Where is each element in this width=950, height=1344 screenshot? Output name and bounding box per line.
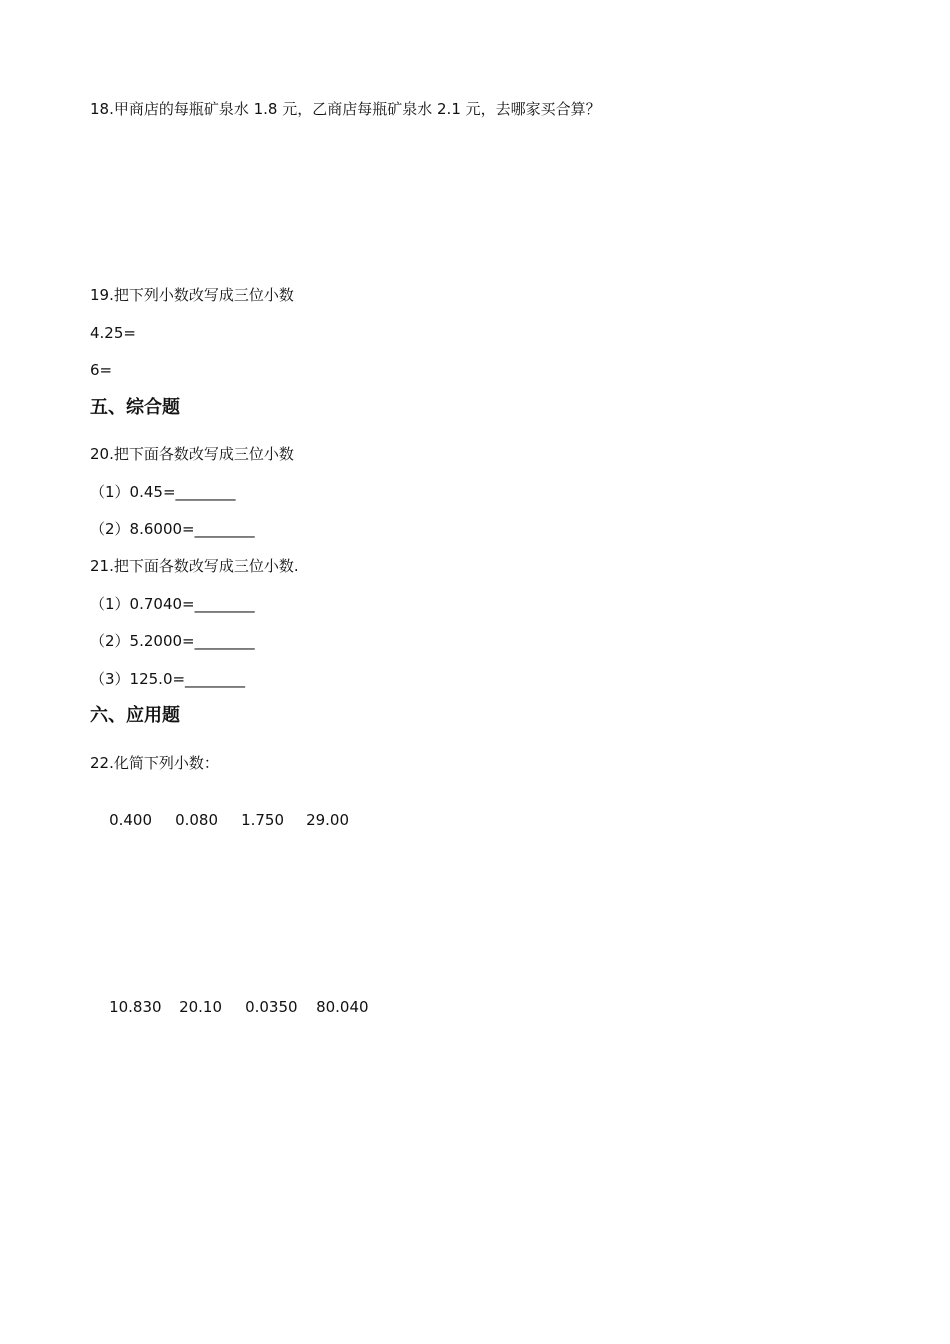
decimal-value: 0.0350 <box>245 998 298 1016</box>
question-21-item-1: （1）0.7040=________ <box>90 595 255 613</box>
question-18-text: 18.甲商店的每瓶矿泉水 1.8 元，乙商店每瓶矿泉水 2.1 元，去哪家买合算？ <box>90 100 601 118</box>
question-20-item-1: （1）0.45=________ <box>90 483 236 501</box>
question-19-item-2: 6= <box>90 361 113 379</box>
section-5-heading: 五、综合题 <box>90 397 180 418</box>
decimal-value: 80.040 <box>316 998 369 1016</box>
question-21-item-2: （2）5.2000=________ <box>90 632 255 650</box>
decimal-value: 10.830 <box>109 998 162 1016</box>
question-21-title: 21.把下面各数改写成三位小数. <box>90 557 299 575</box>
decimal-value: 20.10 <box>179 998 223 1016</box>
question-22-row-1 <box>90 790 349 850</box>
question-20-title: 20.把下面各数改写成三位小数 <box>90 445 294 463</box>
question-22-row-2 <box>90 977 369 1037</box>
question-21-item-3: （3）125.0=________ <box>90 670 246 688</box>
decimal-value: 0.400 <box>109 811 153 829</box>
question-22-title: 22.化简下列小数： <box>90 754 219 772</box>
decimal-value: 0.080 <box>175 811 219 829</box>
question-20-item-2: （2）8.6000=________ <box>90 520 255 538</box>
decimal-value: 1.750 <box>241 811 285 829</box>
question-19-title: 19.把下列小数改写成三位小数 <box>90 286 294 304</box>
decimal-value: 29.00 <box>306 811 350 829</box>
section-6-heading: 六、应用题 <box>90 705 180 726</box>
question-19-item-1: 4.25= <box>90 324 136 342</box>
